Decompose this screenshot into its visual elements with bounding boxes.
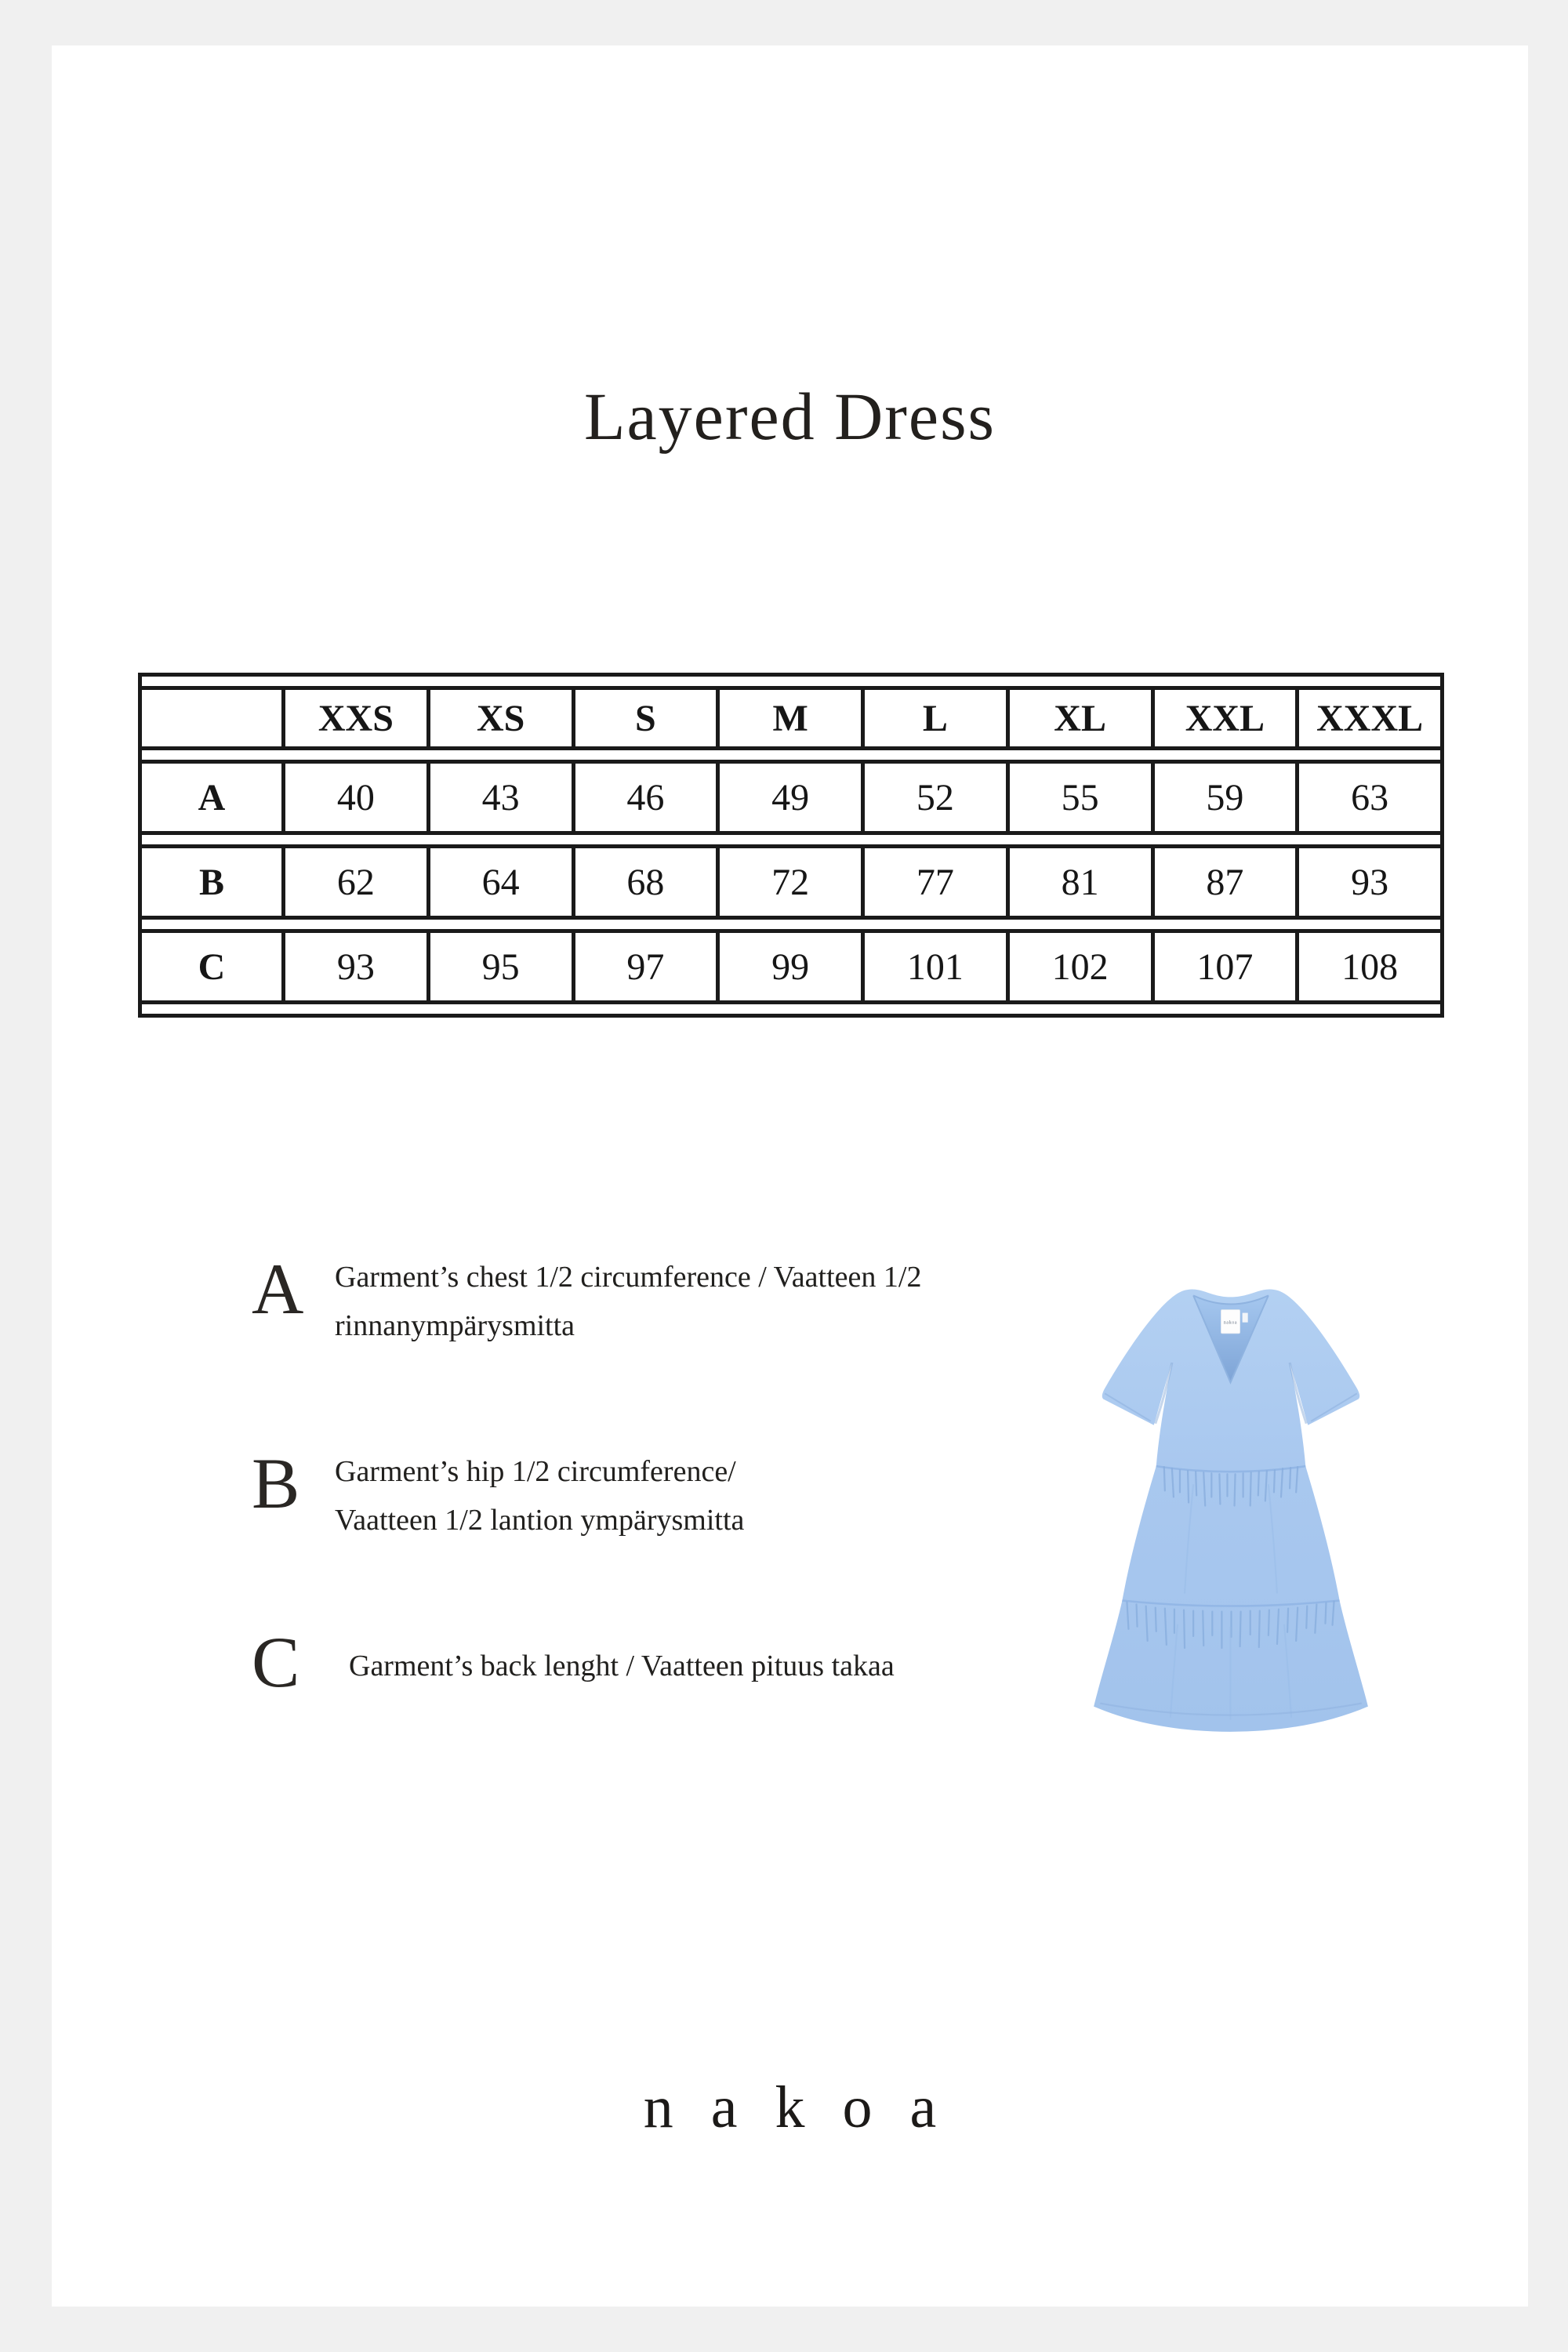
size-table-header-row <box>142 686 1440 750</box>
size-value-cell: 101 <box>861 929 1006 1004</box>
size-value-cell: 97 <box>572 929 717 1004</box>
size-value-cell: 95 <box>426 929 572 1004</box>
legend-key-b: B <box>252 1443 300 1523</box>
legend-key-a: A <box>252 1249 304 1329</box>
page-title: Layered Dress <box>583 379 996 454</box>
legend-item-a <box>252 1249 1114 1350</box>
legend-item-c <box>252 1622 1114 1702</box>
col-header-l: L <box>861 686 1006 750</box>
size-value-cell: 49 <box>716 760 861 835</box>
size-value-cell: 81 <box>1006 844 1151 920</box>
legend-item-b <box>252 1443 1114 1544</box>
size-value-cell: 87 <box>1151 844 1296 920</box>
col-header-xxl: XXL <box>1151 686 1296 750</box>
size-guide-page <box>52 45 1528 2307</box>
corner-cell <box>142 686 281 750</box>
size-value-cell: 43 <box>426 760 572 835</box>
legend-text-b <box>313 1447 744 1544</box>
size-table-row-a <box>142 760 1440 835</box>
size-value-cell: 99 <box>716 929 861 1004</box>
size-value-cell: 93 <box>281 929 426 1004</box>
size-value-cell: 63 <box>1295 760 1440 835</box>
size-value-cell: 62 <box>281 844 426 920</box>
legend-text-c-line1: Garment’s back lenght / Vaatteen pituus takaa <box>349 1650 895 1682</box>
size-value-cell: 59 <box>1151 760 1296 835</box>
size-value-cell: 107 <box>1151 929 1296 1004</box>
legend-text-a-line1: Garment’s chest 1/2 circumference / Vaatteen 1/2 <box>335 1261 922 1294</box>
col-header-xxxl: XXXL <box>1295 686 1440 750</box>
product-photo <box>1083 1267 1379 1737</box>
col-header-xs: XS <box>426 686 572 750</box>
col-header-s: S <box>572 686 717 750</box>
size-value-cell: 102 <box>1006 929 1151 1004</box>
size-table <box>138 673 1444 1018</box>
size-value-cell: 52 <box>861 760 1006 835</box>
size-value-cell: 93 <box>1295 844 1440 920</box>
legend-text-c <box>313 1626 895 1690</box>
row-label-c: C <box>142 929 281 1004</box>
size-value-cell: 46 <box>572 760 717 835</box>
size-value-cell: 108 <box>1295 929 1440 1004</box>
size-value-cell: 55 <box>1006 760 1151 835</box>
legend-key-c: C <box>252 1622 300 1702</box>
size-value-cell: 72 <box>716 844 861 920</box>
svg-text:nakoa: nakoa <box>1223 1320 1238 1326</box>
col-header-m: M <box>716 686 861 750</box>
legend-text-a <box>313 1253 921 1350</box>
legend-text-b-line1: Garment’s hip 1/2 circumference/ <box>335 1455 736 1488</box>
dress-image <box>1083 1267 1379 1737</box>
col-header-xxs: XXS <box>281 686 426 750</box>
size-value-cell: 40 <box>281 760 426 835</box>
legend-text-a-line2: rinnanympärysmitta <box>335 1309 575 1342</box>
size-table-row-b <box>142 844 1440 920</box>
size-value-cell: 64 <box>426 844 572 920</box>
size-table-row-c <box>142 929 1440 1004</box>
row-label-b: B <box>142 844 281 920</box>
legend-text-b-line2: Vaatteen 1/2 lantion ympärysmitta <box>335 1504 745 1537</box>
brand-logo: nakoa <box>643 2074 975 2140</box>
size-value-cell: 68 <box>572 844 717 920</box>
size-value-cell: 77 <box>861 844 1006 920</box>
row-label-a: A <box>142 760 281 835</box>
col-header-xl: XL <box>1006 686 1151 750</box>
